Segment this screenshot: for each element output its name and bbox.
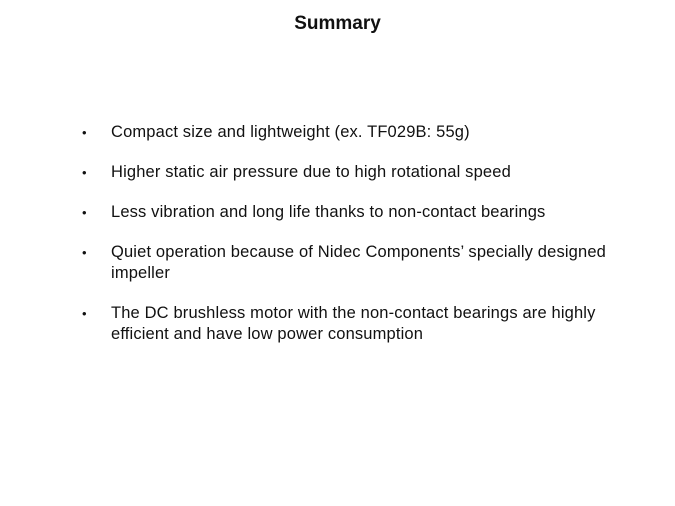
bullet-text: Compact size and lightweight (ex. TF029B: 55g) — [111, 123, 470, 141]
bullet-item-quiet-operation — [82, 242, 642, 284]
bullet-icon: • — [82, 306, 87, 321]
bullet-text: Quiet operation because of Nidec Components’ specially designed impeller — [111, 243, 606, 282]
bullet-icon: • — [82, 245, 87, 260]
bullet-item-compact-size — [82, 122, 642, 143]
slide-title: Summary — [294, 13, 381, 34]
bullet-icon: • — [82, 205, 87, 220]
bullet-text: Less vibration and long life thanks to non-contact bearings — [111, 203, 546, 221]
bullet-text: The DC brushless motor with the non-contact bearings are highly efficient and have low power consumption — [111, 304, 596, 343]
bullet-list — [82, 122, 642, 364]
bullet-item-less-vibration — [82, 202, 642, 223]
bullet-item-static-pressure — [82, 162, 642, 183]
bullet-text: Higher static air pressure due to high rotational speed — [111, 163, 511, 181]
bullet-item-dc-brushless-motor — [82, 303, 642, 345]
bullet-icon: • — [82, 165, 87, 180]
bullet-icon: • — [82, 125, 87, 140]
